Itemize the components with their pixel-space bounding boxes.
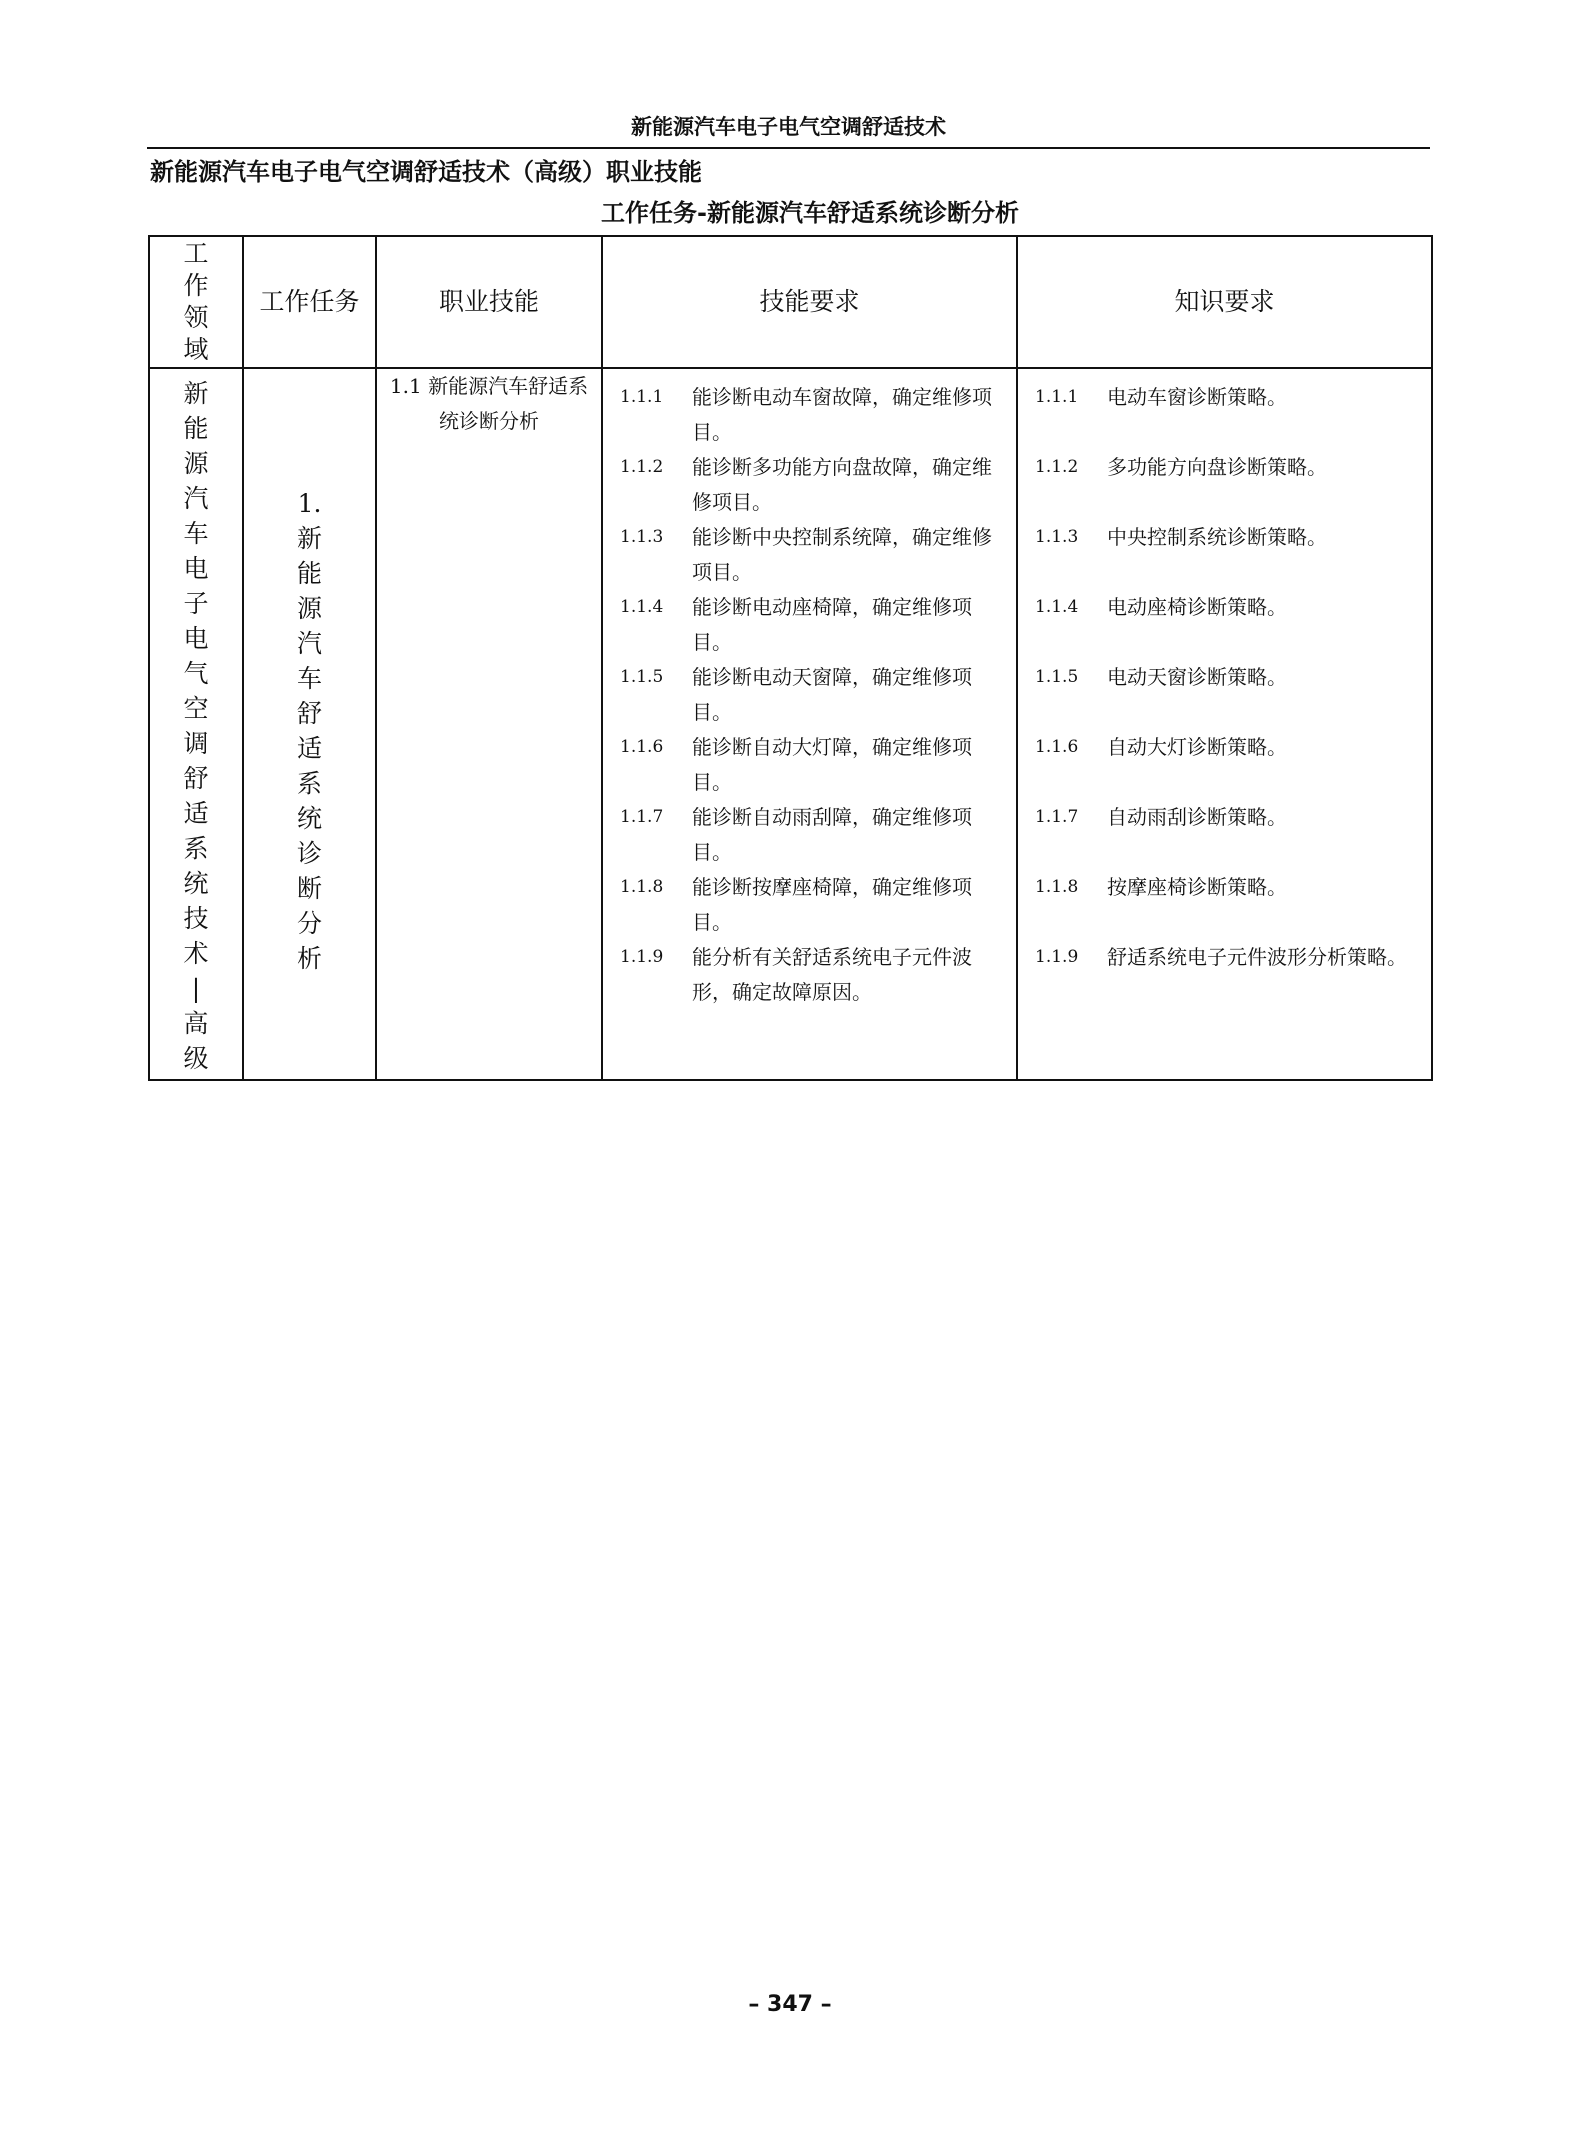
list-item <box>620 660 999 730</box>
item-number: 1.1.5 <box>1035 667 1079 687</box>
vertical-char: 适 <box>296 734 322 763</box>
sub-title: 工作任务-新能源汽车舒适系统诊断分析 <box>601 199 1019 227</box>
vertical-char: 统 <box>296 804 322 833</box>
vertical-char: 新 <box>183 379 209 408</box>
item-text: 电动天窗诊断策略。 <box>1107 665 1287 689</box>
item-text: 舒适系统电子元件波形分析策略。 <box>1107 945 1407 969</box>
list-item <box>1035 660 1414 730</box>
item-text: 能诊断多功能方向盘故障，确定维修项目。 <box>692 455 992 514</box>
vertical-char: 级 <box>183 1044 209 1073</box>
item-text: 按摩座椅诊断策略。 <box>1107 875 1287 899</box>
vertical-char: 诊 <box>296 839 322 868</box>
task-cell <box>243 368 376 1080</box>
item-text: 能诊断按摩座椅障，确定维修项目。 <box>692 875 972 934</box>
vertical-char: 汽 <box>296 629 322 658</box>
list-item <box>620 940 999 1010</box>
item-number: 1.1.9 <box>620 947 664 967</box>
skills-table <box>148 235 1433 1081</box>
list-item <box>1035 730 1414 800</box>
vertical-char: 车 <box>296 664 322 693</box>
knowledge-requirements-list <box>1019 380 1430 1010</box>
item-text: 能诊断自动大灯障，确定维修项目。 <box>692 735 972 794</box>
vertical-char: 能 <box>296 559 322 588</box>
vertical-char: 适 <box>183 799 209 828</box>
vertical-char: 气 <box>183 659 209 688</box>
task-number: 1. <box>297 489 322 518</box>
item-number: 1.1.5 <box>620 667 664 687</box>
vertical-char: 调 <box>183 729 209 758</box>
header-rule <box>147 147 1430 149</box>
page-number: – 347 – <box>748 1992 832 2017</box>
item-number: 1.1.1 <box>1035 387 1079 407</box>
item-number: 1.1.4 <box>1035 597 1079 617</box>
list-item <box>620 590 999 660</box>
item-text: 能诊断电动车窗故障，确定维修项目。 <box>692 385 992 444</box>
item-number: 1.1.2 <box>1035 457 1079 477</box>
list-item <box>620 450 999 520</box>
header-task: 工作任务 <box>243 236 376 368</box>
skill-cell: 1.1 新能源汽车舒适系统诊断分析 <box>376 368 602 1080</box>
section-title: 新能源汽车电子电气空调舒适技术（高级）职业技能 <box>150 158 702 186</box>
vertical-char: 新 <box>296 524 322 553</box>
item-text: 能诊断中央控制系统障，确定维修项目。 <box>692 525 992 584</box>
list-item <box>620 380 999 450</box>
item-number: 1.1.6 <box>620 737 664 757</box>
item-number: 1.1.7 <box>620 807 664 827</box>
list-item <box>620 870 999 940</box>
table-row <box>149 368 1432 1080</box>
item-number: 1.1.8 <box>1035 877 1079 897</box>
vertical-char: 子 <box>183 589 209 618</box>
list-item <box>1035 800 1414 870</box>
item-text: 电动座椅诊断策略。 <box>1107 595 1287 619</box>
item-number: 1.1.3 <box>620 527 664 547</box>
vertical-char: 源 <box>183 449 209 478</box>
item-number: 1.1.4 <box>620 597 664 617</box>
vertical-char: 舒 <box>183 764 209 793</box>
item-text: 中央控制系统诊断策略。 <box>1107 525 1327 549</box>
item-text: 能分析有关舒适系统电子元件波形，确定故障原因。 <box>692 945 972 1004</box>
skill-requirements-list <box>604 380 1015 1010</box>
item-text: 能诊断电动天窗障，确定维修项目。 <box>692 665 972 724</box>
list-item <box>1035 380 1414 450</box>
list-item <box>1035 590 1414 660</box>
item-number: 1.1.8 <box>620 877 664 897</box>
running-header: 新能源汽车电子电气空调舒适技术 <box>631 115 946 139</box>
item-text: 多功能方向盘诊断策略。 <box>1107 455 1327 479</box>
vertical-char: 源 <box>296 594 322 623</box>
vertical-char: 汽 <box>183 484 209 513</box>
vertical-char: 电 <box>183 554 209 583</box>
vertical-char: 术 <box>183 939 209 968</box>
vertical-char: 空 <box>183 694 209 723</box>
list-item <box>620 730 999 800</box>
header-skill-requirements: 技能要求 <box>602 236 1017 368</box>
vertical-char: 断 <box>296 874 322 903</box>
list-item <box>1035 940 1414 1010</box>
knowledge-requirements-cell <box>1017 368 1432 1080</box>
item-number: 1.1.6 <box>1035 737 1079 757</box>
vertical-char: 车 <box>183 519 209 548</box>
item-number: 1.1.9 <box>1035 947 1079 967</box>
vertical-char: 电 <box>183 624 209 653</box>
item-text: 能诊断自动雨刮障，确定维修项目。 <box>692 805 972 864</box>
item-text: 自动大灯诊断策略。 <box>1107 735 1287 759</box>
vertical-char: 舒 <box>296 699 322 728</box>
domain-vertical-text <box>182 376 210 1076</box>
list-item <box>1035 870 1414 940</box>
vertical-char: | <box>191 974 201 1003</box>
item-text: 电动车窗诊断策略。 <box>1107 385 1287 409</box>
item-number: 1.1.1 <box>620 387 664 407</box>
vertical-char: 技 <box>183 904 209 933</box>
list-item <box>1035 450 1414 520</box>
list-item <box>620 800 999 870</box>
vertical-char: 析 <box>296 944 322 973</box>
item-text: 自动雨刮诊断策略。 <box>1107 805 1287 829</box>
vertical-char: 分 <box>296 909 322 938</box>
table-header-row <box>149 236 1432 368</box>
vertical-char: 高 <box>183 1009 209 1038</box>
item-text: 能诊断电动座椅障，确定维修项目。 <box>692 595 972 654</box>
task-vertical-text <box>296 521 324 976</box>
skill-requirements-cell <box>602 368 1017 1080</box>
vertical-char: 能 <box>183 414 209 443</box>
list-item <box>1035 520 1414 590</box>
item-number: 1.1.2 <box>620 457 664 477</box>
header-skill: 职业技能 <box>376 236 602 368</box>
header-knowledge-requirements: 知识要求 <box>1017 236 1432 368</box>
vertical-char: 统 <box>183 869 209 898</box>
domain-cell <box>149 368 243 1080</box>
item-number: 1.1.3 <box>1035 527 1079 547</box>
list-item <box>620 520 999 590</box>
vertical-char: 系 <box>296 769 322 798</box>
item-number: 1.1.7 <box>1035 807 1079 827</box>
header-domain: 工作领域 <box>149 236 243 368</box>
vertical-char: 系 <box>183 834 209 863</box>
